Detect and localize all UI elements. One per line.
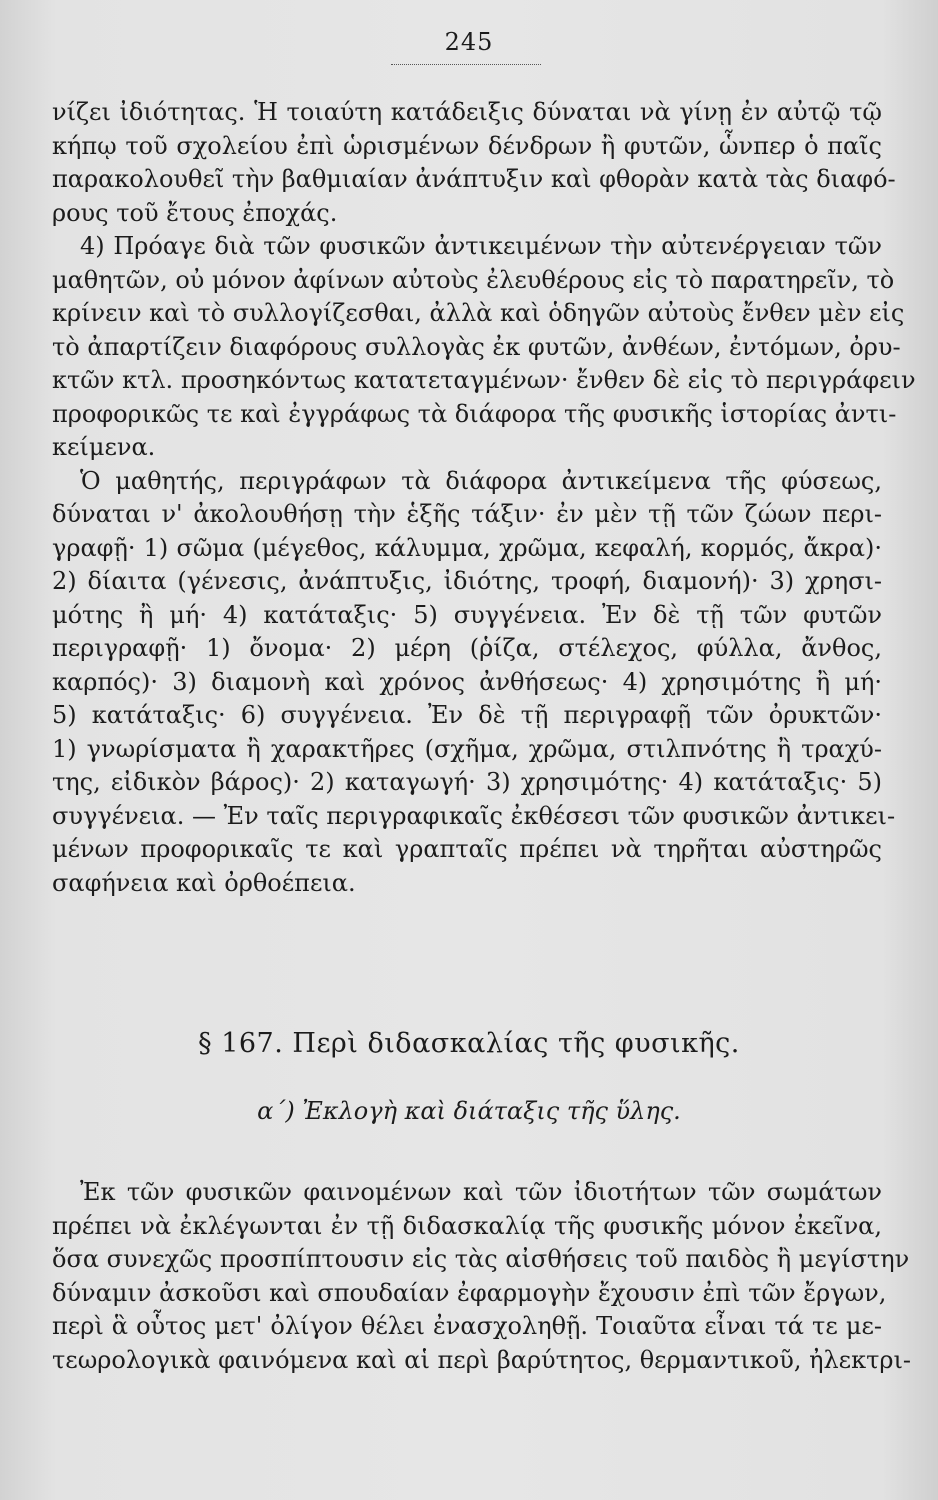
text-line: μότης ἢ μή· 4) κατάταξις· 5) συγγένεια. Ἐν δὲ τῇ τῶν φυτῶν xyxy=(52,600,882,629)
page-number: 245 xyxy=(444,28,494,56)
text-line: κείμενα. xyxy=(52,433,156,461)
text-line: τὸ ἀπαρτίζειν διαφόρους συλλογὰς ἐκ φυτῶν, ἀνθέων, ἐντόμων, ὀρυ- xyxy=(52,332,901,361)
text-line: μαθητῶν, οὐ μόνον ἀφίνων αὐτοὺς ἐλευθέρους εἰς τὸ παρατηρεῖν, τὸ xyxy=(52,265,895,294)
text-line: περὶ ἃ οὗτος μετ' ὀλίγον θέλει ἐνασχοληθῇ. Τοιαῦτα εἶναι τά τε με- xyxy=(52,1312,882,1340)
text-line: μένων προφορικαῖς τε καὶ γραπταῖς πρέπει νὰ τηρῆται αὐστηρῶς xyxy=(52,835,882,863)
text-line: ρους τοῦ ἔτους ἐποχάς. xyxy=(52,198,338,227)
text-line: σαφήνεια καὶ ὀρθοέπεια. xyxy=(52,868,356,897)
text-line: Ἐκ τῶν φυσικῶν φαινομένων καὶ τῶν ἰδιοτήτων τῶν σωμάτων xyxy=(80,1178,882,1206)
text-line: περιγραφῇ· 1) ὄνομα· 2) μέρη (ῥίζα, στέλεχος, φύλλα, ἄνθος, xyxy=(52,634,882,662)
section-title: § 167. Περὶ διδασκαλίας τῆς φυσικῆς. xyxy=(198,1028,740,1059)
text-line: δύναμιν ἀσκοῦσι καὶ σπουδαίαν ἐφαρμογὴν ἔχουσιν ἐπὶ τῶν ἔργων, xyxy=(52,1278,887,1307)
text-line: 5) κατάταξις· 6) συγγένεια. Ἐν δὲ τῇ περιγραφῇ τῶν ὀρυκτῶν· xyxy=(52,701,882,729)
text-line: Ὁ μαθητής, περιγράφων τὰ διάφορα ἀντικείμενα τῆς φύσεως, xyxy=(80,466,882,495)
body-text-upper xyxy=(52,96,916,900)
text-line: 1) γνωρίσματα ἢ χαρακτῆρες (σχῆμα, χρῶμα, στιλπνότης ἢ τραχύ- xyxy=(52,734,882,763)
header-rule xyxy=(391,64,541,65)
text-line: δύναται ν' ἀκολουθήσῃ τὴν ἑξῆς τάξιν· ἐν μὲν τῇ τῶν ζώων περι- xyxy=(52,500,882,528)
subsection-title: α΄) Ἐκλογὴ καὶ διάταξις τῆς ὕλης. xyxy=(257,1097,681,1125)
text-line: τεωρολογικὰ φαινόμενα καὶ αἱ περὶ βαρύτητος, θερμαντικοῦ, ἠλεκτρι- xyxy=(52,1345,912,1374)
text-line: κρίνειν καὶ τὸ συλλογίζεσθαι, ἀλλὰ καὶ ὁδηγῶν αὐτοὺς ἔνθεν μὲν εἰς xyxy=(52,299,905,327)
text-line: προφορικῶς τε καὶ ἐγγράφως τὰ διάφορα τῆς φυσικῆς ἱστορίας ἀντι- xyxy=(52,399,897,428)
text-line: ὅσα συνεχῶς προσπίπτουσιν εἰς τὰς αἰσθήσεις τοῦ παιδὸς ἢ μεγίστην xyxy=(52,1245,910,1273)
text-line: παρακολουθεῖ τὴν βαθμιαίαν ἀνάπτυξιν καὶ φθορὰν κατὰ τὰς διαφό- xyxy=(52,165,896,193)
text-line: πρέπει νὰ ἐκλέγωνται ἐν τῇ διδασκαλίᾳ τῆς φυσικῆς μόνον ἐκεῖνα, xyxy=(52,1211,882,1240)
text-line: κτῶν κτλ. προσηκόντως κατατεταγμένων· ἔνθεν δὲ εἰς τὸ περιγράφειν xyxy=(52,366,916,394)
text-line: καρπός)· 3) διαμονὴ καὶ χρόνος ἀνθήσεως· 4) χρησιμότης ἢ μή· xyxy=(52,667,882,696)
body-text-lower xyxy=(52,1176,912,1377)
text-line: συγγένεια. — Ἐν ταῖς περιγραφικαῖς ἐκθέσεσι τῶν φυσικῶν ἀντικει- xyxy=(52,801,896,830)
text-line: νίζει ἰδιότητας. Ἡ τοιαύτη κατάδειξις δύναται νὰ γίνῃ ἐν αὐτῷ τῷ xyxy=(52,98,882,126)
text-line: κήπῳ τοῦ σχολείου ἐπὶ ὡρισμένων δένδρων ἢ φυτῶν, ὧνπερ ὁ παῖς xyxy=(52,131,882,160)
text-line: 4) Πρόαγε διὰ τῶν φυσικῶν ἀντικειμένων τὴν αὐτενέργειαν τῶν xyxy=(80,232,882,260)
text-line: της, εἰδικὸν βάρος)· 2) καταγωγή· 3) χρησιμότης· 4) κατάταξις· 5) xyxy=(52,768,882,796)
text-line: γραφῇ· 1) σῶμα (μέγεθος, κάλυμμα, χρῶμα, κεφαλή, κορμός, ἄκρα)· xyxy=(52,533,882,562)
text-line: 2) δίαιτα (γένεσις, ἀνάπτυξις, ἰδιότης, τροφή, διαμονή)· 3) χρησι- xyxy=(52,567,882,595)
